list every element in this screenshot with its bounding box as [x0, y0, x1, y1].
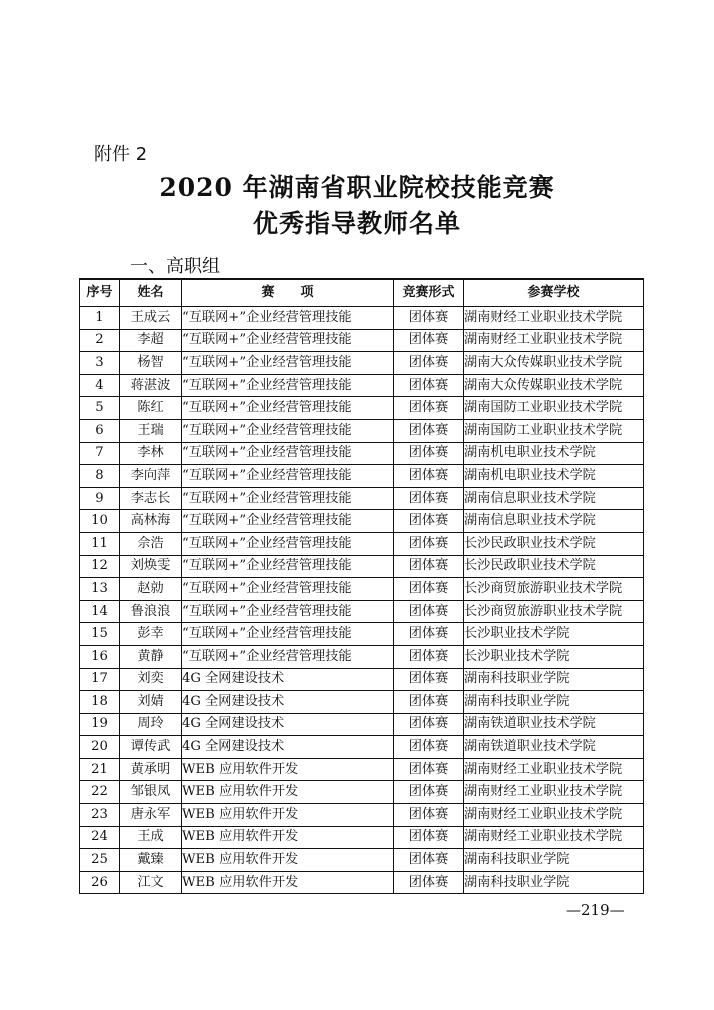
header-format: 竞赛形式	[394, 279, 464, 307]
cell-school: 湖南财经工业职业技术学院	[464, 758, 644, 781]
cell-event: “互联网+”企业经营管理技能	[182, 329, 394, 352]
cell-event: WEB 应用软件开发	[182, 849, 394, 872]
cell-seq: 3	[80, 352, 120, 375]
cell-format: 团体赛	[394, 465, 464, 488]
cell-school: 长沙职业技术学院	[464, 623, 644, 646]
cell-name: 黄静	[120, 645, 182, 668]
cell-seq: 11	[80, 532, 120, 555]
cell-format: 团体赛	[394, 691, 464, 714]
cell-format: 团体赛	[394, 397, 464, 420]
cell-event: “互联网+”企业经营管理技能	[182, 419, 394, 442]
cell-format: 团体赛	[394, 758, 464, 781]
cell-school: 长沙民政职业技术学院	[464, 532, 644, 555]
cell-school: 湖南财经工业职业技术学院	[464, 804, 644, 827]
cell-school: 湖南机电职业技术学院	[464, 465, 644, 488]
cell-seq: 25	[80, 849, 120, 872]
table-row	[80, 758, 644, 781]
cell-name: 刘焕雯	[120, 555, 182, 578]
cell-event: 4G 全网建设技术	[182, 713, 394, 736]
cell-event: “互联网+”企业经营管理技能	[182, 623, 394, 646]
table-row	[80, 555, 644, 578]
cell-event: “互联网+”企业经营管理技能	[182, 352, 394, 375]
table-row	[80, 487, 644, 510]
table-row	[80, 465, 644, 488]
cell-school: 湖南财经工业职业技术学院	[464, 826, 644, 849]
cell-format: 团体赛	[394, 578, 464, 601]
table-row	[80, 419, 644, 442]
cell-event: “互联网+”企业经营管理技能	[182, 510, 394, 533]
cell-seq: 1	[80, 307, 120, 330]
table-row	[80, 352, 644, 375]
header-school: 参赛学校	[464, 279, 644, 307]
section-heading: 一、高职组	[130, 256, 220, 277]
cell-event: “互联网+”企业经营管理技能	[182, 600, 394, 623]
cell-event: WEB 应用软件开发	[182, 871, 394, 894]
table-row	[80, 329, 644, 352]
cell-event: “互联网+”企业经营管理技能	[182, 397, 394, 420]
table-row	[80, 623, 644, 646]
cell-name: 王成	[120, 826, 182, 849]
table-row	[80, 871, 644, 894]
cell-format: 团体赛	[394, 352, 464, 375]
cell-format: 团体赛	[394, 713, 464, 736]
cell-name: 周玲	[120, 713, 182, 736]
cell-school: 湖南信息职业技术学院	[464, 487, 644, 510]
cell-name: 赵勍	[120, 578, 182, 601]
cell-seq: 10	[80, 510, 120, 533]
cell-event: “互联网+”企业经营管理技能	[182, 307, 394, 330]
cell-school: 湖南信息职业技术学院	[464, 510, 644, 533]
cell-name: 陈红	[120, 397, 182, 420]
cell-format: 团体赛	[394, 532, 464, 555]
cell-seq: 12	[80, 555, 120, 578]
cell-school: 湖南科技职业学院	[464, 691, 644, 714]
cell-school: 湖南铁道职业技术学院	[464, 736, 644, 759]
header-seq: 序号	[80, 279, 120, 307]
cell-name: 李志长	[120, 487, 182, 510]
cell-name: 王瑞	[120, 419, 182, 442]
cell-seq: 26	[80, 871, 120, 894]
cell-event: “互联网+”企业经营管理技能	[182, 374, 394, 397]
cell-seq: 6	[80, 419, 120, 442]
header-name: 姓名	[120, 279, 182, 307]
cell-format: 团体赛	[394, 623, 464, 646]
cell-name: 江文	[120, 871, 182, 894]
cell-event: “互联网+”企业经营管理技能	[182, 555, 394, 578]
table-row	[80, 849, 644, 872]
cell-name: 刘婧	[120, 691, 182, 714]
cell-format: 团体赛	[394, 736, 464, 759]
cell-event: “互联网+”企业经营管理技能	[182, 442, 394, 465]
cell-seq: 8	[80, 465, 120, 488]
cell-name: 谭传武	[120, 736, 182, 759]
cell-school: 湖南科技职业学院	[464, 668, 644, 691]
cell-seq: 18	[80, 691, 120, 714]
cell-format: 团体赛	[394, 804, 464, 827]
cell-format: 团体赛	[394, 668, 464, 691]
table-row	[80, 532, 644, 555]
cell-school: 长沙商贸旅游职业技术学院	[464, 600, 644, 623]
cell-school: 湖南铁道职业技术学院	[464, 713, 644, 736]
table-row	[80, 374, 644, 397]
cell-seq: 19	[80, 713, 120, 736]
cell-name: 佘浩	[120, 532, 182, 555]
table-row	[80, 578, 644, 601]
cell-seq: 23	[80, 804, 120, 827]
cell-event: “互联网+”企业经营管理技能	[182, 578, 394, 601]
cell-event: “互联网+”企业经营管理技能	[182, 532, 394, 555]
cell-seq: 2	[80, 329, 120, 352]
cell-format: 团体赛	[394, 374, 464, 397]
cell-event: “互联网+”企业经营管理技能	[182, 487, 394, 510]
table-row	[80, 713, 644, 736]
cell-seq: 15	[80, 623, 120, 646]
cell-format: 团体赛	[394, 826, 464, 849]
cell-school: 湖南财经工业职业技术学院	[464, 781, 644, 804]
cell-school: 湖南大众传媒职业技术学院	[464, 352, 644, 375]
cell-school: 湖南国防工业职业技术学院	[464, 419, 644, 442]
cell-format: 团体赛	[394, 645, 464, 668]
cell-format: 团体赛	[394, 442, 464, 465]
cell-event: WEB 应用软件开发	[182, 758, 394, 781]
cell-seq: 14	[80, 600, 120, 623]
table-row	[80, 736, 644, 759]
table-row	[80, 804, 644, 827]
cell-name: 彭幸	[120, 623, 182, 646]
cell-seq: 9	[80, 487, 120, 510]
table-row	[80, 826, 644, 849]
cell-format: 团体赛	[394, 419, 464, 442]
cell-school: 湖南财经工业职业技术学院	[464, 329, 644, 352]
cell-event: “互联网+”企业经营管理技能	[182, 645, 394, 668]
cell-event: WEB 应用软件开发	[182, 826, 394, 849]
cell-seq: 24	[80, 826, 120, 849]
cell-school: 湖南科技职业学院	[464, 871, 644, 894]
cell-name: 高林海	[120, 510, 182, 533]
table-row	[80, 781, 644, 804]
teacher-roster-table	[79, 278, 644, 894]
cell-name: 李向萍	[120, 465, 182, 488]
cell-format: 团体赛	[394, 555, 464, 578]
cell-seq: 13	[80, 578, 120, 601]
cell-school: 湖南机电职业技术学院	[464, 442, 644, 465]
cell-seq: 20	[80, 736, 120, 759]
cell-event: WEB 应用软件开发	[182, 781, 394, 804]
cell-seq: 5	[80, 397, 120, 420]
cell-name: 戴臻	[120, 849, 182, 872]
cell-format: 团体赛	[394, 510, 464, 533]
cell-name: 鲁浪浪	[120, 600, 182, 623]
cell-format: 团体赛	[394, 329, 464, 352]
cell-format: 团体赛	[394, 849, 464, 872]
cell-school: 湖南大众传媒职业技术学院	[464, 374, 644, 397]
cell-name: 王成云	[120, 307, 182, 330]
cell-seq: 21	[80, 758, 120, 781]
cell-event: 4G 全网建设技术	[182, 668, 394, 691]
cell-school: 湖南国防工业职业技术学院	[464, 397, 644, 420]
table-row	[80, 442, 644, 465]
cell-name: 李超	[120, 329, 182, 352]
document-title-line-2: 优秀指导教师名单	[252, 209, 461, 238]
cell-school: 长沙职业技术学院	[464, 645, 644, 668]
table-row	[80, 307, 644, 330]
cell-format: 团体赛	[394, 487, 464, 510]
cell-event: 4G 全网建设技术	[182, 736, 394, 759]
table-row	[80, 645, 644, 668]
cell-name: 黄承明	[120, 758, 182, 781]
cell-seq: 17	[80, 668, 120, 691]
table-header-row	[80, 279, 644, 307]
cell-seq: 22	[80, 781, 120, 804]
cell-format: 团体赛	[394, 600, 464, 623]
cell-format: 团体赛	[394, 871, 464, 894]
cell-event: 4G 全网建设技术	[182, 691, 394, 714]
table-row	[80, 691, 644, 714]
cell-seq: 7	[80, 442, 120, 465]
table-row	[80, 397, 644, 420]
attachment-label: 附件 2	[94, 144, 148, 165]
cell-name: 李林	[120, 442, 182, 465]
cell-seq: 4	[80, 374, 120, 397]
page-number: —219—	[566, 901, 625, 919]
document-title-line-1: 2020 年湖南省职业院校技能竞赛	[159, 173, 555, 202]
cell-name: 邹银凤	[120, 781, 182, 804]
table-body	[80, 307, 644, 894]
header-event: 赛 项	[182, 279, 394, 307]
cell-school: 长沙商贸旅游职业技术学院	[464, 578, 644, 601]
cell-school: 长沙民政职业技术学院	[464, 555, 644, 578]
cell-name: 唐永军	[120, 804, 182, 827]
cell-school: 湖南科技职业学院	[464, 849, 644, 872]
cell-event: WEB 应用软件开发	[182, 804, 394, 827]
cell-event: “互联网+”企业经营管理技能	[182, 465, 394, 488]
table-row	[80, 600, 644, 623]
cell-format: 团体赛	[394, 307, 464, 330]
table-row	[80, 510, 644, 533]
cell-name: 蒋湛波	[120, 374, 182, 397]
table-row	[80, 668, 644, 691]
cell-school: 湖南财经工业职业技术学院	[464, 307, 644, 330]
cell-seq: 16	[80, 645, 120, 668]
cell-format: 团体赛	[394, 781, 464, 804]
cell-name: 刘奕	[120, 668, 182, 691]
cell-name: 杨智	[120, 352, 182, 375]
